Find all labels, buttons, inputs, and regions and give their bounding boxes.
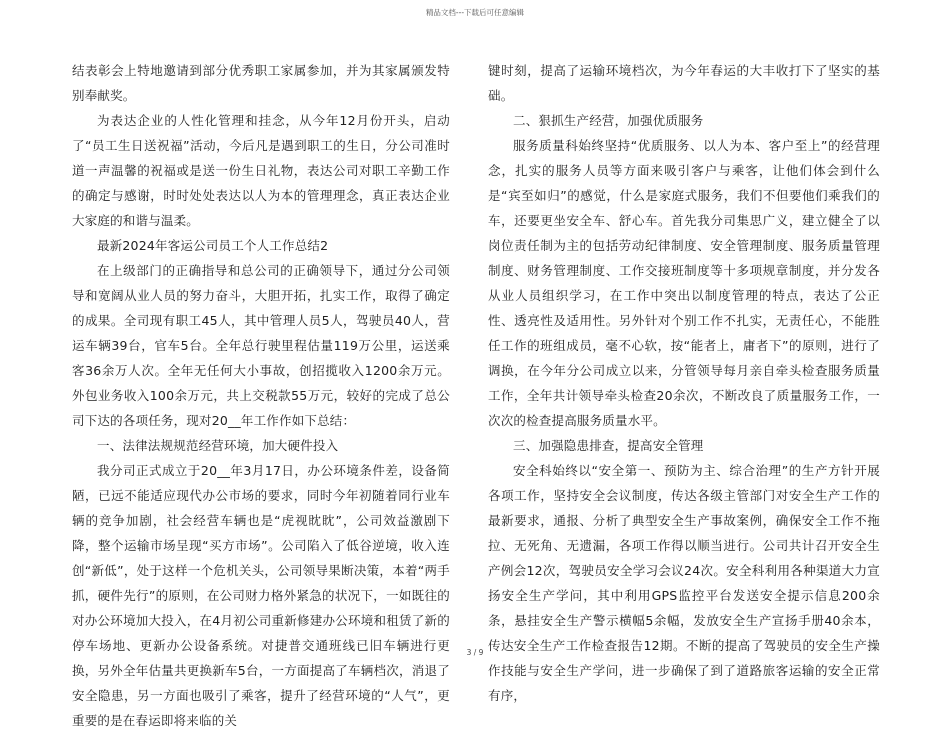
section-title: 最新2024年客运公司员工个人工作总结2 [97,238,329,253]
paragraph: 为表达企业的人性化管理和挂念，从今年12月份开头，启动了“员工生日送祝福”活动，今后凡是遇到职工的生日，分公司准时道一声温馨的祝福或是送一份生日礼物，表达公司对职工辛勤工作的确定与感谢，时时处处表达以人为本的管理理念，真正表达企业大家庭的和谐与温柔。 [72,113,450,228]
section-heading: 一、法律法规规范经营环境，加大硬件投入 [97,438,339,453]
paragraph: 结表彰会上特地邀请到部分优秀职工家属参加，并为其家属颁发特别奉献奖。 [72,63,450,103]
paragraph: 安全科始终以“安全第一、预防为主、综合治理”的生产方针开展各项工作，坚持安全会议制度，传达各级主管部门对安全生产工作的最新要求，通报、分析了典型安全生产事故案例，确保安全工作不拖拉、无死角、无遗漏，各项工作得以顺当进行。公司共计召开安全生产例会12次，驾驶员安全学习会议24次。安全科利用各种渠道大力宣扬安全生产学问，其中利用GPS监控平台发送安全提示信息200余条，悬挂安全生产警示横幅5余幅，发放安全生产宣扬手册40余本，传达安全生产工作检查报告12期。不断的提高了驾驶员的安全生产操作技能与安全生产学问，进一步确保了到了道路旅客运输的安全正常有序， [488,463,880,703]
paragraph: 键时刻，提高了运输环境档次，为今年春运的大丰收打下了坚实的基础。 [488,63,880,103]
section-heading: 三、加强隐患排查，提高安全管理 [513,438,704,453]
paragraph: 在上级部门的正确指导和总公司的正确领导下，通过分公司领导和宽阔从业人员的努力奋斗，大胆开拓，扎实工作，取得了确定的成果。全司现有职工45人，其中管理人员5人，驾驶员40人，营运车辆39台，官车5台。全年总行驶里程估量119万公里，运送乘客36余万人次。全年无任何大小事故，创招揽收入1200余万元。外包业务收入100余万元，共上交税款55万元，较好的完成了总公司下达的各项任务，现对20__年工作作如下总结： [72,263,450,428]
page-number: 3 / 9 [466,648,484,657]
left-text-column [72,58,450,733]
right-text-column [488,58,880,708]
section-heading: 二、狠抓生产经营，加强优质服务 [513,113,704,128]
paragraph: 服务质量科始终坚持“优质服务、以人为本、客户至上”的经营理念，扎实的服务人员等方面来吸引客户与乘客，让他们体会到什么是“宾至如归”的感觉，什么是家庭式服务，我们不但要他们乘我们的车，还要更坐安全车、舒心车。首先我分司集思广义，建立健全了以岗位责任制为主的包括劳动纪律制度、安全管理制度、服务质量管理制度、财务管理制度、工作交接班制度等十多项规章制度，并分发各从业人员组织学习，在工作中突出以制度管理的特点，表达了公正性、透亮性及适用性。另外针对个别工作不扎实，无责任心，不能胜任工作的班组成员，毫不心软，按“能者上，庸者下”的原则，进行了调换，在今年分公司成立以来，分管领导每月亲自牵头检查服务质量工作，全年共计领导牵头检查20余次，不断改良了质量服务工作，一次次的检查提高服务质量水平。 [488,138,880,428]
page-header: 精品文档---下载后可任意编辑 [425,8,525,17]
paragraph: 我分司正式成立于20__年3月17日，办公环境条件差，设备简陋，已远不能适应现代办公市场的要求，同时今年初随着同行业车辆的竞争加剧，社会经营车辆也是“虎视眈眈”，公司效益激剧下降，整个运输市场呈现“买方市场”。公司陷入了低谷逆境，收入连创“新低”，处于这样一个危机关头，公司领导果断决策，本着“两手抓，硬件先行”的原则，在公司财力格外紧急的状况下，一如既往的对办公环境加大投入，在4月初公司重新修建办公环境和租赁了新的停车场地、更新办公设备系统。对捷普交通班线已旧车辆进行更换，另外全年估量共更换新车5台，一方面提高了车辆档次，消退了安全隐患，另一方面也吸引了乘客，提升了经营环境的“人气”，更重要的是在春运即将来临的关 [72,463,450,728]
